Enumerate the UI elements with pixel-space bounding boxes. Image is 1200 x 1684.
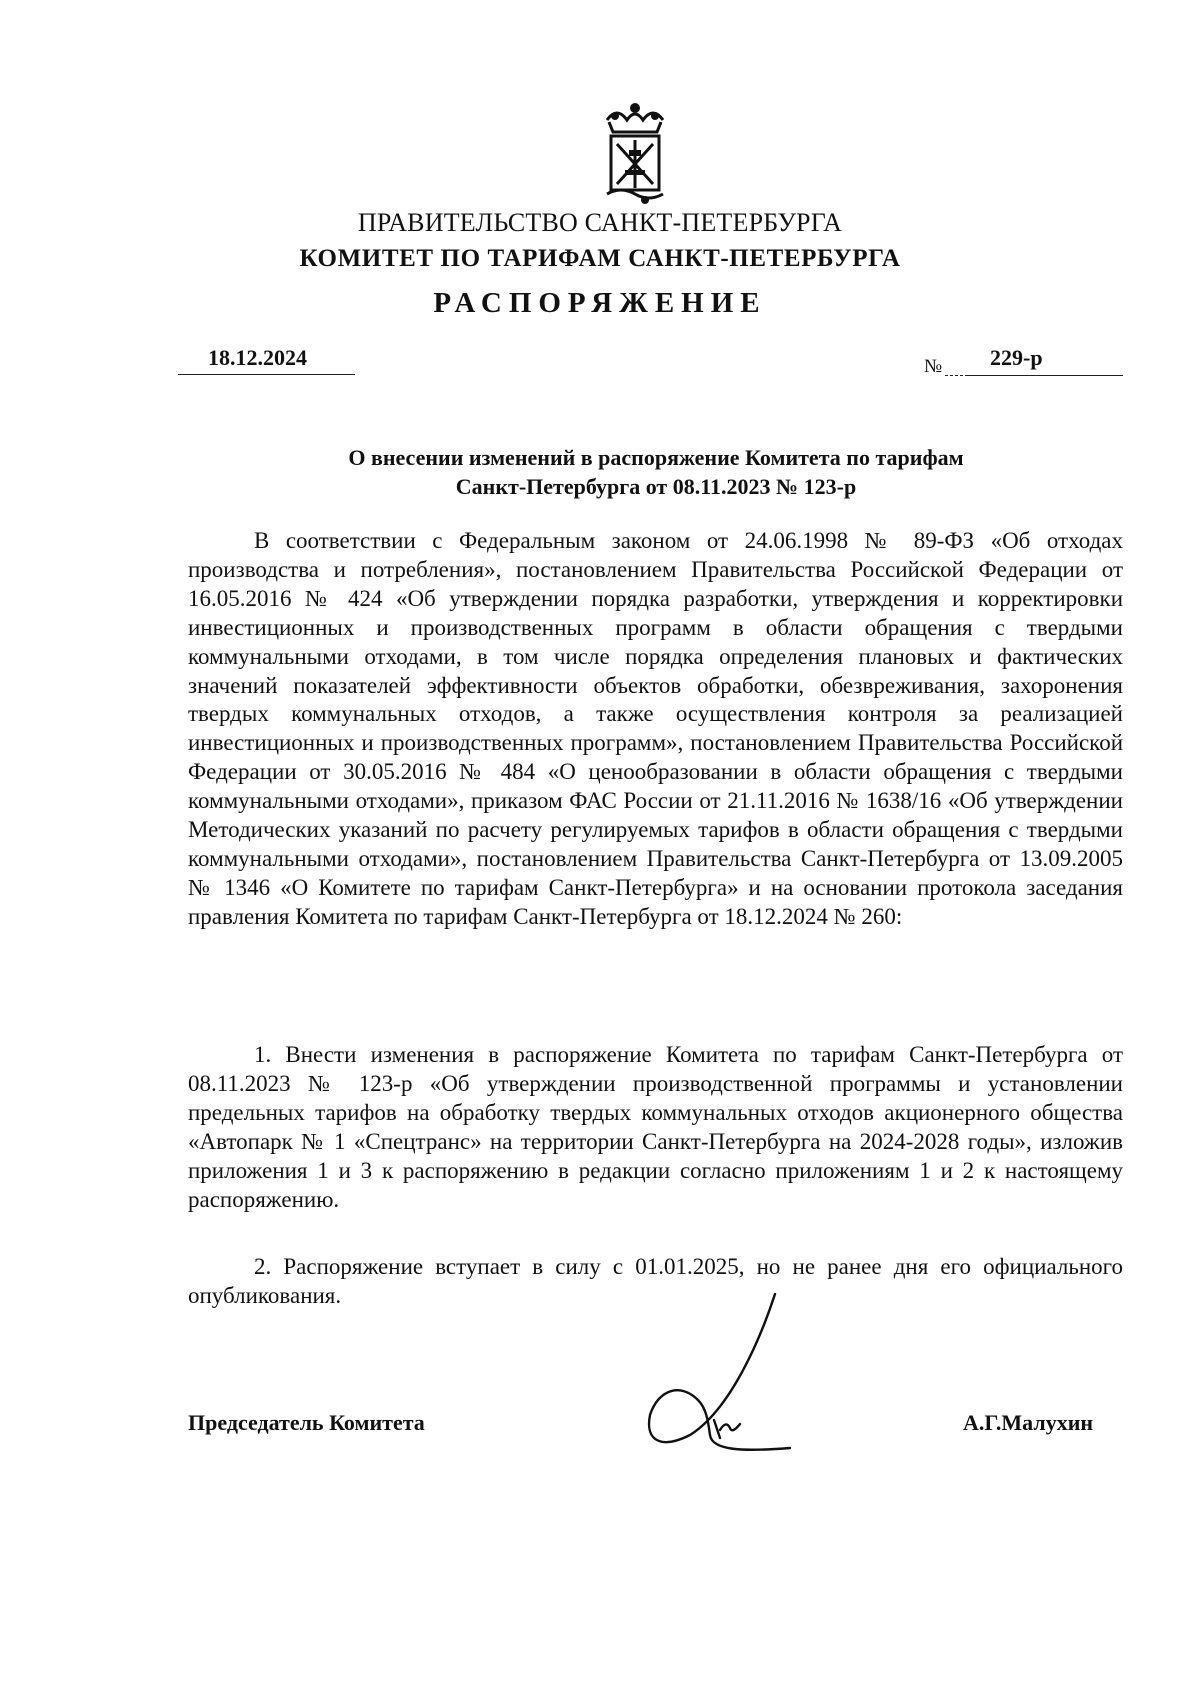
number-sign: № xyxy=(924,356,943,377)
document-date: 18.12.2024 xyxy=(208,345,307,370)
document-title-line-1: О внесении изменений в распоряжение Комитета по тарифам xyxy=(348,445,964,470)
signatory-position: Председатель Комитета xyxy=(188,1410,425,1435)
order-item-1: 1. Внести изменения в распоряжение Комитета по тарифам Санкт-Петербурга от 08.11.2023 № 123-р «Об утверждении производственной программы и установлении предельных тарифов на обработку твердых коммунальных отходов акционерного общества «Автопарк № 1 «Спецтранс» на территории Санкт-Петербурга на 2024-2028 годы», изложив приложения 1 и 3 к распоряжению в редакции согласно приложениям 1 и 2 к настоящему распоряжению. xyxy=(188,1042,1123,1212)
document-type: РАСПОРЯЖЕНИЕ xyxy=(433,287,767,319)
order-item-2: 2. Распоряжение вступает в силу с 01.01.2025, но не ранее дня его официального опубликования. xyxy=(188,1254,1123,1308)
handwritten-signature xyxy=(640,1290,820,1460)
number-dash xyxy=(945,375,963,376)
signatory-name: А.Г.Малухин xyxy=(963,1410,1094,1435)
date-underline xyxy=(178,374,355,375)
document-title-line-2: Санкт-Петербурга от 08.11.2023 № 123-р xyxy=(455,474,857,499)
document-date-field xyxy=(178,345,355,375)
document-number: 229-р xyxy=(990,345,1043,370)
coat-of-arms-icon xyxy=(595,100,675,210)
committee-name: КОМИТЕТ ПО ТАРИФАМ САНКТ-ПЕТЕРБУРГА xyxy=(299,245,901,272)
number-underline xyxy=(965,375,1123,376)
government-name: ПРАВИТЕЛЬСТВО САНКТ-ПЕТЕРБУРГА xyxy=(357,208,843,237)
preamble-paragraph: В соответствии с Федеральным законом от 24.06.1998 № 89-ФЗ «Об отходах производства и потребления», постановлением Правительства Российской Федерации от 16.05.2016 № 424 «Об утверждении порядка разработки, утверждения и корректировки инвестиционных и производственных программ в области обращения с твердыми коммунальными отходами, в том числе порядка определения плановых и фактических значений показателей эффективности объектов обработки, обезвреживания, захоронения твердых коммунальных отходов, а также осуществления контроля за реализацией инвестиционных и производственных программ», постановлением Правительства Российской Федерации от 30.05.2016 № 484 «О ценообразовании в области обращения с твердыми коммунальными отходами», приказом ФАС России от 21.11.2016 № 1638/16 «Об утверждении Методических указаний по расчету регулируемых тарифов в области обращения с твердыми коммунальными отходами», постановлением Правительства Санкт-Петербурга от 13.09.2005 № 1346 «О Комитете по тарифам Санкт-Петербурга» и на основании протокола заседания правления Комитета по тарифам Санкт-Петербурга от 18.12.2024 № 260: xyxy=(188,528,1123,929)
